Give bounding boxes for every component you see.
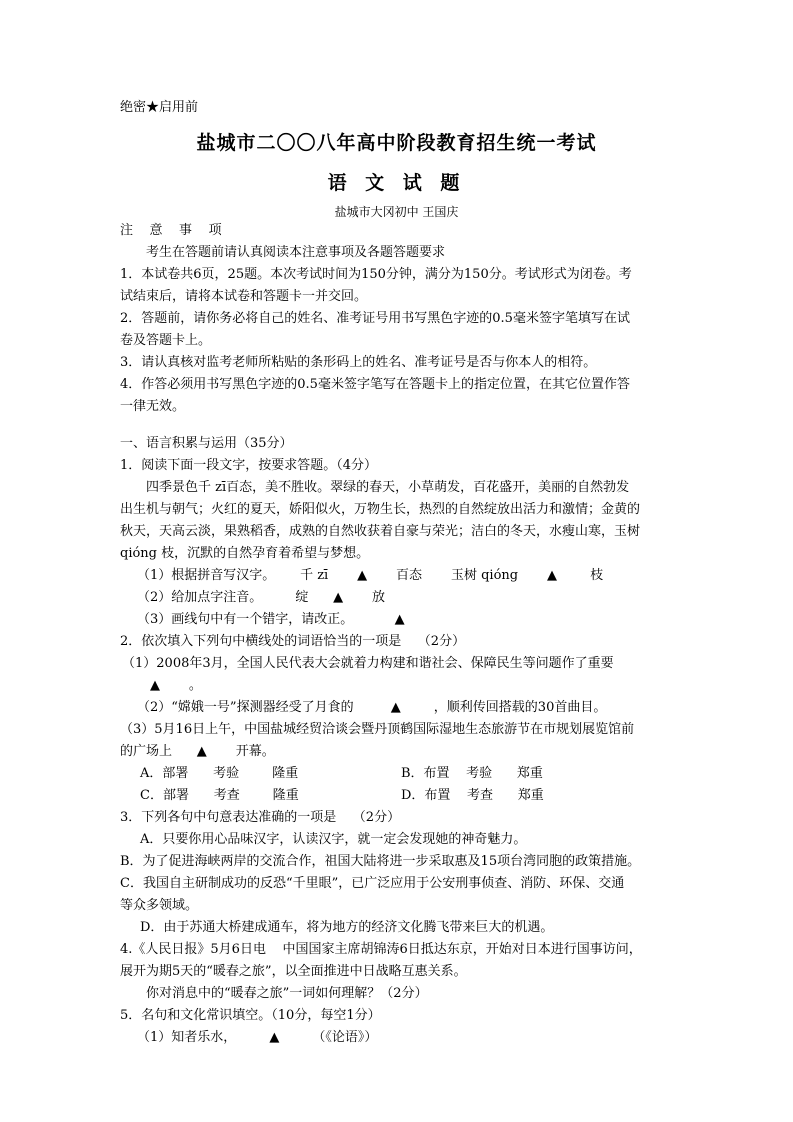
passage-line: 四季景色千 zī百态，美不胜收。翠绿的春天，小草萌发，百花盛开，美丽的自然勃发 — [146, 480, 630, 495]
option-c: C．部署 考查 隆重 — [140, 788, 299, 803]
sub-question: （3）画线句中有一个错字，请改正。 ▲ — [137, 612, 405, 627]
sub-question: （1）知者乐水， ▲ （《论语》） — [137, 1030, 378, 1045]
question-4: 4.《人民日报》5月6日电 中国国家主席胡锦涛6日抵达东京，开始对日本进行国事访问， — [120, 942, 642, 957]
passage-line: 出生机与朝气；火红的夏天，娇阳似火，万物生长，热烈的自然绽放出活力和激情；金黄的 — [120, 502, 641, 517]
exam-title: 盐城市二〇〇八年高中阶段教育招生统一考试 — [196, 132, 597, 154]
question-2: 2．依次填入下列句中横线处的词语恰当的一项是 （2分） — [120, 634, 466, 649]
question-4-prompt: 你对消息中的“暖春之旅”一词如何理解？（2分） — [146, 986, 428, 1001]
notice-item: 1．本试卷共6页，25题。本次考试时间为150分钟，满分为150分。考试形式为闭卷。考 — [120, 267, 632, 282]
notice-item: 2．答题前，请你务必将自己的姓名、准考证号用书写黑色字迹的0.5毫米签字笔填写在试 — [120, 311, 630, 326]
question-3: 3．下列各句中句意表达准确的一项是 （2分） — [120, 810, 401, 825]
notice-intro: 考生在答题前请认真阅读本注意事项及各题答题要求 — [146, 245, 446, 260]
notice-item: 试结束后，请将本试卷和答题卡一并交回。 — [120, 289, 368, 304]
question-1: 1．阅读下面一段文字，按要求答题。（4分） — [120, 458, 378, 473]
passage-line: 秋天，天高云淡，果熟稻香，成熟的自然收获着自豪与荣光；洁白的冬天，水瘦山寒，玉树 — [120, 524, 641, 539]
question-5: 5．名句和文化常识填空。（10分，每空1分） — [120, 1008, 381, 1023]
question-4-cont: 展开为期5天的“暖春之旅”，以全面推进中日战略互惠关系。 — [120, 964, 467, 979]
option-a: A．只要你用心品味汉字，认读汉字，就一定会发现她的神奇魅力。 — [140, 832, 527, 847]
option-c: C．我国自主研制成功的反恐“千里眼”，已广泛应用于公安刑事侦查、消防、环保、交通 — [120, 876, 625, 891]
subject-title: 语 文 试 题 — [327, 172, 466, 194]
sub-question: （2）“嫦娥一号”探测器经受了月食的 ▲ ，顺利传回搭载的30首曲目。 — [137, 700, 607, 715]
option-b: B．为了促进海峡两岸的交流合作，祖国大陆将进一步采取惠及15项台湾同胞的政策措施。 — [120, 854, 641, 869]
sub-question-cont: ▲ 。 — [150, 678, 202, 693]
sub-question: （1）根据拼音写汉字。 千 zī ▲ 百态 玉树 qióng ▲ 枝 — [137, 568, 604, 583]
section-heading: 一、语言积累与运用（35分） — [120, 436, 293, 451]
secret-label: 绝密★启用前 — [120, 100, 199, 115]
sub-question: （2）给加点字注音。 绽 ▲ 放 — [137, 590, 386, 605]
option-c-cont: 等众多领域。 — [120, 898, 199, 913]
notice-item: 3．请认真核对监考老师所粘贴的条形码上的姓名、准考证号是否与你本人的相符。 — [120, 355, 597, 370]
notice-item: 4．作答必须用书写黑色字迹的0.5毫米签字笔写在答题卡上的指定位置，在其它位置作答 — [120, 377, 630, 392]
notice-item: 一律无效。 — [120, 399, 186, 414]
option-d: D．由于苏通大桥建成通车，将为地方的经济文化腾飞带来巨大的机遇。 — [140, 920, 554, 935]
notice-item: 卷及答题卡上。 — [120, 333, 212, 348]
passage-line: qióng 枝，沉默的自然孕育着希望与梦想。 — [120, 546, 370, 561]
author-line: 盐城市大冈初中 王国庆 — [334, 205, 459, 219]
sub-question-cont: 的广场上 ▲ 开幕。 — [120, 744, 275, 759]
notice-heading: 注 意 事 项 — [120, 223, 222, 238]
option-a: A．部署 考验 隆重 — [140, 766, 299, 781]
sub-question: （3）5月16日上午，中国盐城经贸洽谈会暨丹顶鹤国际湿地生态旅游节在市规划展览馆前 — [120, 722, 635, 737]
sub-question: （1）2008年3月，全国人民代表大会就着力构建和谐社会、保障民生等问题作了重要 — [122, 656, 614, 671]
option-d: D．布置 考查 郑重 — [401, 788, 544, 803]
option-b: B．布置 考验 郑重 — [401, 766, 543, 781]
